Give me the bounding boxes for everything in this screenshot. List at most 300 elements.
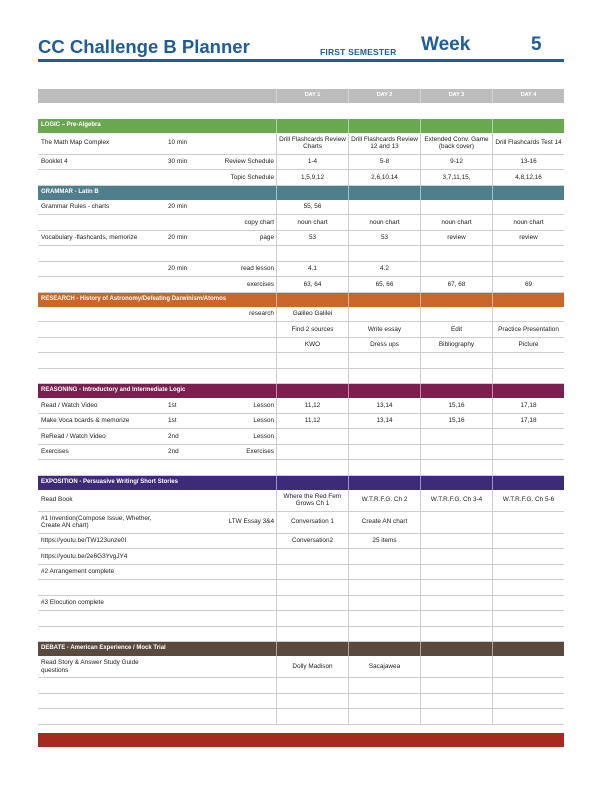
day-4-cell: W.T.R.F.G. Ch 5-6 [492, 490, 564, 511]
section-header-divider [420, 293, 421, 307]
day-2-cell [348, 246, 420, 261]
section-title: REASONING - Introductory and Intermediate Logic [41, 387, 186, 394]
day-3-cell: 15,16 [420, 414, 492, 429]
table-row [38, 133, 564, 155]
section-header-divider [276, 186, 277, 200]
table-row [38, 656, 564, 678]
task-cell [38, 277, 166, 292]
time-cell [166, 611, 218, 626]
detail-cell [218, 549, 276, 564]
detail-cell: Topic Schedule [230, 173, 274, 181]
day-4-cell: Practice Presentation [492, 322, 564, 337]
section-header-divider [420, 642, 421, 656]
day-1-cell [276, 580, 348, 595]
day-4-cell [492, 200, 564, 215]
day-1-header: DAY 1 [276, 89, 348, 103]
section-title: DEBATE - American Experience / Mock Trial [41, 645, 166, 652]
day-4-cell [492, 549, 564, 564]
task-cell [38, 215, 166, 230]
day-3-cell [420, 445, 492, 460]
section-header-exposition [38, 476, 564, 490]
day-1-cell: KWO [276, 338, 348, 353]
table-row [38, 534, 564, 550]
day-2-cell: Write essay [348, 322, 420, 337]
time-cell [166, 338, 218, 353]
day-2-cell [348, 460, 420, 475]
day-2-cell [348, 694, 420, 709]
day-3-cell: 9-12 [420, 155, 492, 170]
task-cell: Grammar Rules - charts [41, 203, 110, 211]
detail-cell: Lesson [253, 432, 274, 440]
detail-cell [218, 369, 276, 384]
day-4-cell [492, 512, 564, 533]
section-header-divider [276, 293, 277, 307]
day-1-cell: Find 2 sources [276, 322, 348, 337]
time-cell [166, 596, 218, 611]
time-cell: 20 min [168, 234, 188, 242]
day-4-cell [492, 678, 564, 693]
day-2-cell [348, 596, 420, 611]
task-cell [38, 246, 166, 261]
day-2-cell [348, 709, 420, 724]
task-cell: #1 Invention(Compose Issue, Whether, Create AN chart) [41, 514, 152, 529]
task-cell: Read / Watch Video [41, 401, 98, 409]
day-1-cell [276, 694, 348, 709]
detail-cell [218, 596, 276, 611]
table-row [38, 369, 564, 385]
day-3-cell [420, 353, 492, 368]
day-4-cell [492, 246, 564, 261]
task-cell [38, 627, 166, 642]
table-row [38, 262, 564, 278]
detail-cell [218, 133, 276, 154]
section-header-grammar [38, 186, 564, 200]
day-2-cell: 13,14 [348, 414, 420, 429]
time-cell [166, 277, 218, 292]
day-3-cell [420, 200, 492, 215]
day-4-cell: 17,18 [492, 414, 564, 429]
detail-cell [218, 611, 276, 626]
day-2-cell: 13,14 [348, 398, 420, 413]
day-1-cell: 11,12 [276, 398, 348, 413]
detail-cell [218, 678, 276, 693]
day-1-cell: Conversation2 [276, 534, 348, 549]
table-row [38, 580, 564, 596]
day-1-cell [276, 596, 348, 611]
detail-cell: Lesson [253, 417, 274, 425]
time-cell [166, 170, 218, 185]
day-2-cell: 53 [348, 231, 420, 246]
table-row [38, 231, 564, 247]
time-cell: 2nd [168, 432, 179, 440]
time-cell: 1st [168, 417, 177, 425]
detail-cell [218, 694, 276, 709]
day-1-cell [276, 709, 348, 724]
task-cell: Vocabulary -flashcards, memorize [41, 234, 138, 242]
detail-cell [218, 322, 276, 337]
day-4-cell [492, 580, 564, 595]
section-header-divider [348, 642, 349, 656]
time-cell [166, 307, 218, 322]
detail-cell [218, 627, 276, 642]
section-header-divider [492, 642, 493, 656]
detail-cell: Lesson [253, 401, 274, 409]
section-header-divider [492, 476, 493, 490]
planner-grid [38, 89, 564, 747]
day-2-cell: W.T.R.F.G. Ch 2 [348, 490, 420, 511]
day-1-cell: 4.1 [276, 262, 348, 277]
day-2-cell: Create AN chart [348, 512, 420, 533]
table-row [38, 215, 564, 231]
day-4-cell: 4,8,12,16 [492, 170, 564, 185]
day-2-cell: 2,6,10,14 [348, 170, 420, 185]
day-3-cell [420, 580, 492, 595]
time-cell: 1st [168, 401, 177, 409]
day-3-header: DAY 3 [420, 89, 492, 103]
table-row [38, 200, 564, 216]
section-header-divider [348, 119, 349, 133]
task-cell [38, 369, 166, 384]
day-3-cell [420, 611, 492, 626]
page-title: CC Challenge B Planner [38, 36, 250, 57]
detail-cell: copy chart [244, 218, 274, 226]
detail-cell [218, 580, 276, 595]
time-cell [166, 215, 218, 230]
day-3-cell [420, 549, 492, 564]
day-4-cell: Picture [492, 338, 564, 353]
task-cell: https://youtu.be/2e6G3YvgJY4 [41, 552, 128, 560]
table-row [38, 596, 564, 612]
section-header-divider [276, 476, 277, 490]
task-cell [38, 322, 166, 337]
day-1-cell [276, 445, 348, 460]
time-cell: 20 min [168, 265, 188, 273]
table-row [38, 512, 564, 534]
day-1-cell [276, 429, 348, 444]
detail-cell [218, 656, 276, 677]
day-3-cell [420, 678, 492, 693]
table-row [38, 398, 564, 414]
day-3-cell: 3,7,11,15, [420, 170, 492, 185]
section-header-divider [420, 476, 421, 490]
time-cell [166, 490, 218, 511]
task-cell: Booklet 4 [41, 158, 68, 166]
time-cell [166, 694, 218, 709]
time-cell [166, 369, 218, 384]
task-cell [38, 338, 166, 353]
week-label: Week [421, 34, 471, 55]
task-cell: #3 Elocution complete [41, 599, 104, 607]
day-2-cell [348, 429, 420, 444]
day-4-cell: review [492, 231, 564, 246]
day-1-cell [276, 611, 348, 626]
day-3-cell: noun chart [420, 215, 492, 230]
spacer [38, 103, 564, 119]
table-row [38, 694, 564, 710]
time-cell: 2nd [168, 448, 179, 456]
task-cell: Make Voca bcards & memorize [41, 417, 130, 425]
time-cell [166, 656, 218, 677]
day-2-cell: Drill Flashcards Review 12 and 13 [348, 133, 420, 154]
day-3-cell [420, 429, 492, 444]
day-1-cell [276, 369, 348, 384]
day-4-cell [492, 709, 564, 724]
time-cell [166, 580, 218, 595]
day-1-cell [276, 565, 348, 580]
day-3-cell: 15,16 [420, 398, 492, 413]
table-row [38, 565, 564, 581]
time-cell [166, 534, 218, 549]
day-3-cell [420, 246, 492, 261]
day-1-cell: noun chart [276, 215, 348, 230]
detail-cell [218, 460, 276, 475]
planner-header [38, 34, 564, 60]
day-2-cell [348, 565, 420, 580]
day-2-cell: 25 items [348, 534, 420, 549]
day-3-cell [420, 709, 492, 724]
table-row [38, 353, 564, 369]
section-header-divider [420, 384, 421, 398]
header-rule [38, 59, 564, 62]
day-4-cell [492, 534, 564, 549]
time-cell [166, 353, 218, 368]
time-cell: 10 min [168, 139, 188, 147]
day-2-cell [348, 307, 420, 322]
day-1-cell: Conversation 1 [276, 512, 348, 533]
day-4-cell [492, 460, 564, 475]
day-1-cell: 55, 56 [276, 200, 348, 215]
day-2-cell [348, 580, 420, 595]
table-row [38, 445, 564, 461]
detail-cell [218, 353, 276, 368]
detail-cell [218, 534, 276, 549]
section-header-divider [492, 293, 493, 307]
task-cell: ReRead / Watch Video [41, 432, 106, 440]
task-cell: The Math Map Complex [41, 139, 110, 147]
table-row [38, 307, 564, 323]
day-1-cell: 53 [276, 231, 348, 246]
footer-bar [38, 733, 564, 747]
task-cell [38, 678, 166, 693]
day-4-cell: 69 [492, 277, 564, 292]
day-1-cell: 1,5,9,12 [276, 170, 348, 185]
day-2-cell: 4.2 [348, 262, 420, 277]
table-row [38, 429, 564, 445]
table-row [38, 460, 564, 476]
day-4-cell [492, 369, 564, 384]
day-4-cell [492, 307, 564, 322]
section-header-research [38, 293, 564, 307]
day-3-cell [420, 694, 492, 709]
section-title: GRAMMAR - Latin B [41, 188, 99, 195]
day-2-cell [348, 678, 420, 693]
section-header-divider [276, 642, 277, 656]
time-cell [166, 512, 218, 533]
time-cell [166, 709, 218, 724]
table-row [38, 322, 564, 338]
day-2-cell: Dress ups [348, 338, 420, 353]
day-3-cell [420, 369, 492, 384]
day-4-cell: noun chart [492, 215, 564, 230]
task-cell [38, 262, 166, 277]
day-2-cell [348, 445, 420, 460]
task-cell [38, 353, 166, 368]
section-header-divider [420, 186, 421, 200]
day-2-cell: 65, 66 [348, 277, 420, 292]
time-cell: 20 min [168, 203, 188, 211]
day-3-cell [420, 596, 492, 611]
day-4-cell [492, 656, 564, 677]
day-2-cell: Sacajawea [348, 656, 420, 677]
day-1-cell [276, 246, 348, 261]
table-row [38, 170, 564, 186]
day-2-cell: 5-8 [348, 155, 420, 170]
section-title: EXPOSITION - Persuasive Writing/ Short Stories [41, 478, 178, 485]
detail-cell [218, 709, 276, 724]
day-1-cell: 1-4 [276, 155, 348, 170]
day-3-cell [420, 656, 492, 677]
day-4-cell: 13-16 [492, 155, 564, 170]
section-title: RESEARCH - History of Astronomy/Defeating Darwinism/Atomos [41, 295, 227, 302]
task-cell [38, 709, 166, 724]
detail-cell: Exercises [246, 448, 274, 456]
task-cell [38, 460, 166, 475]
section-title: LOGIC – Pre-Algebra [41, 121, 101, 128]
table-row [38, 155, 564, 171]
section-header-divider [492, 384, 493, 398]
detail-cell: Review Schedule [224, 158, 274, 166]
section-header-divider [348, 186, 349, 200]
day-4-cell [492, 627, 564, 642]
section-header-divider [348, 384, 349, 398]
day-2-cell [348, 369, 420, 384]
day-4-cell [492, 353, 564, 368]
day-4-cell [492, 565, 564, 580]
detail-cell: exercises [247, 280, 274, 288]
day-3-cell [420, 460, 492, 475]
task-cell [38, 611, 166, 626]
day-4-cell [492, 611, 564, 626]
task-cell: https://youtu.be/TW123unze0I [41, 537, 127, 545]
day-3-cell: Bibliography [420, 338, 492, 353]
task-cell: Exercises [41, 448, 69, 456]
section-header-logic [38, 119, 564, 133]
task-cell [38, 580, 166, 595]
detail-cell: research [249, 310, 274, 318]
day-4-header: DAY 4 [492, 89, 564, 103]
task-cell: Read Book [41, 496, 73, 504]
day-2-header: DAY 2 [348, 89, 420, 103]
day-4-cell [492, 429, 564, 444]
time-cell [166, 678, 218, 693]
table-row [38, 611, 564, 627]
day-1-cell [276, 353, 348, 368]
time-cell [166, 246, 218, 261]
time-cell [166, 549, 218, 564]
week-number: 5 [531, 34, 542, 55]
table-row [38, 338, 564, 354]
section-header-divider [276, 384, 277, 398]
day-1-cell: Dolly Madison [276, 656, 348, 677]
detail-cell: page [259, 234, 274, 242]
section-header-divider [492, 119, 493, 133]
day-3-cell: review [420, 231, 492, 246]
day-3-cell [420, 627, 492, 642]
table-row [38, 549, 564, 565]
table-row [38, 277, 564, 293]
section-header-divider [492, 186, 493, 200]
table-row [38, 490, 564, 512]
detail-cell [218, 246, 276, 261]
day-2-cell [348, 353, 420, 368]
section-header-reasoning [38, 384, 564, 398]
task-cell [38, 694, 166, 709]
detail-cell [218, 200, 276, 215]
day-4-cell [492, 694, 564, 709]
day-4-cell: 17,18 [492, 398, 564, 413]
detail-cell: read lesson [240, 265, 274, 273]
day-3-cell [420, 262, 492, 277]
day-1-cell [276, 549, 348, 564]
day-4-cell: Drill Flashcards Test 14 [492, 133, 564, 154]
table-row [38, 709, 564, 725]
table-row [38, 678, 564, 694]
time-cell [166, 322, 218, 337]
day-1-cell [276, 460, 348, 475]
time-cell [166, 565, 218, 580]
time-cell: 30 min [168, 158, 188, 166]
day-3-cell [420, 307, 492, 322]
day-3-cell: W.T.R.F.G. Ch 3-4 [420, 490, 492, 511]
day-4-cell [492, 262, 564, 277]
section-header-divider [348, 293, 349, 307]
table-row [38, 414, 564, 430]
section-header-divider [420, 119, 421, 133]
detail-cell: LTW Essay 3&4 [228, 518, 274, 526]
task-cell [38, 170, 166, 185]
day-1-cell: Drill Flashcards Review Charts [276, 133, 348, 154]
day-2-cell: noun chart [348, 215, 420, 230]
detail-cell [218, 338, 276, 353]
task-cell: #2 Arrangement complete [41, 568, 115, 576]
day-1-cell [276, 678, 348, 693]
table-row [38, 627, 564, 643]
day-1-cell: 11,12 [276, 414, 348, 429]
day-3-cell [420, 565, 492, 580]
day-3-cell: Extended Conv. Game (back cover) [420, 133, 492, 154]
day-4-cell [492, 445, 564, 460]
day-3-cell: Edit [420, 322, 492, 337]
day-3-cell: 67, 68 [420, 277, 492, 292]
day-4-cell [492, 596, 564, 611]
day-1-cell: 63, 64 [276, 277, 348, 292]
day-2-cell [348, 627, 420, 642]
task-cell [38, 307, 166, 322]
detail-cell [218, 565, 276, 580]
semester-label: FIRST SEMESTER [320, 47, 397, 57]
table-row [38, 246, 564, 262]
section-header-divider [276, 119, 277, 133]
task-cell: Read Story & Answer Study Guide questions [41, 659, 139, 674]
day-3-cell [420, 512, 492, 533]
day-2-cell [348, 200, 420, 215]
day-1-cell [276, 627, 348, 642]
section-header-debate [38, 642, 564, 656]
day-3-cell [420, 534, 492, 549]
detail-cell [218, 490, 276, 511]
day-2-cell [348, 611, 420, 626]
time-cell [166, 460, 218, 475]
